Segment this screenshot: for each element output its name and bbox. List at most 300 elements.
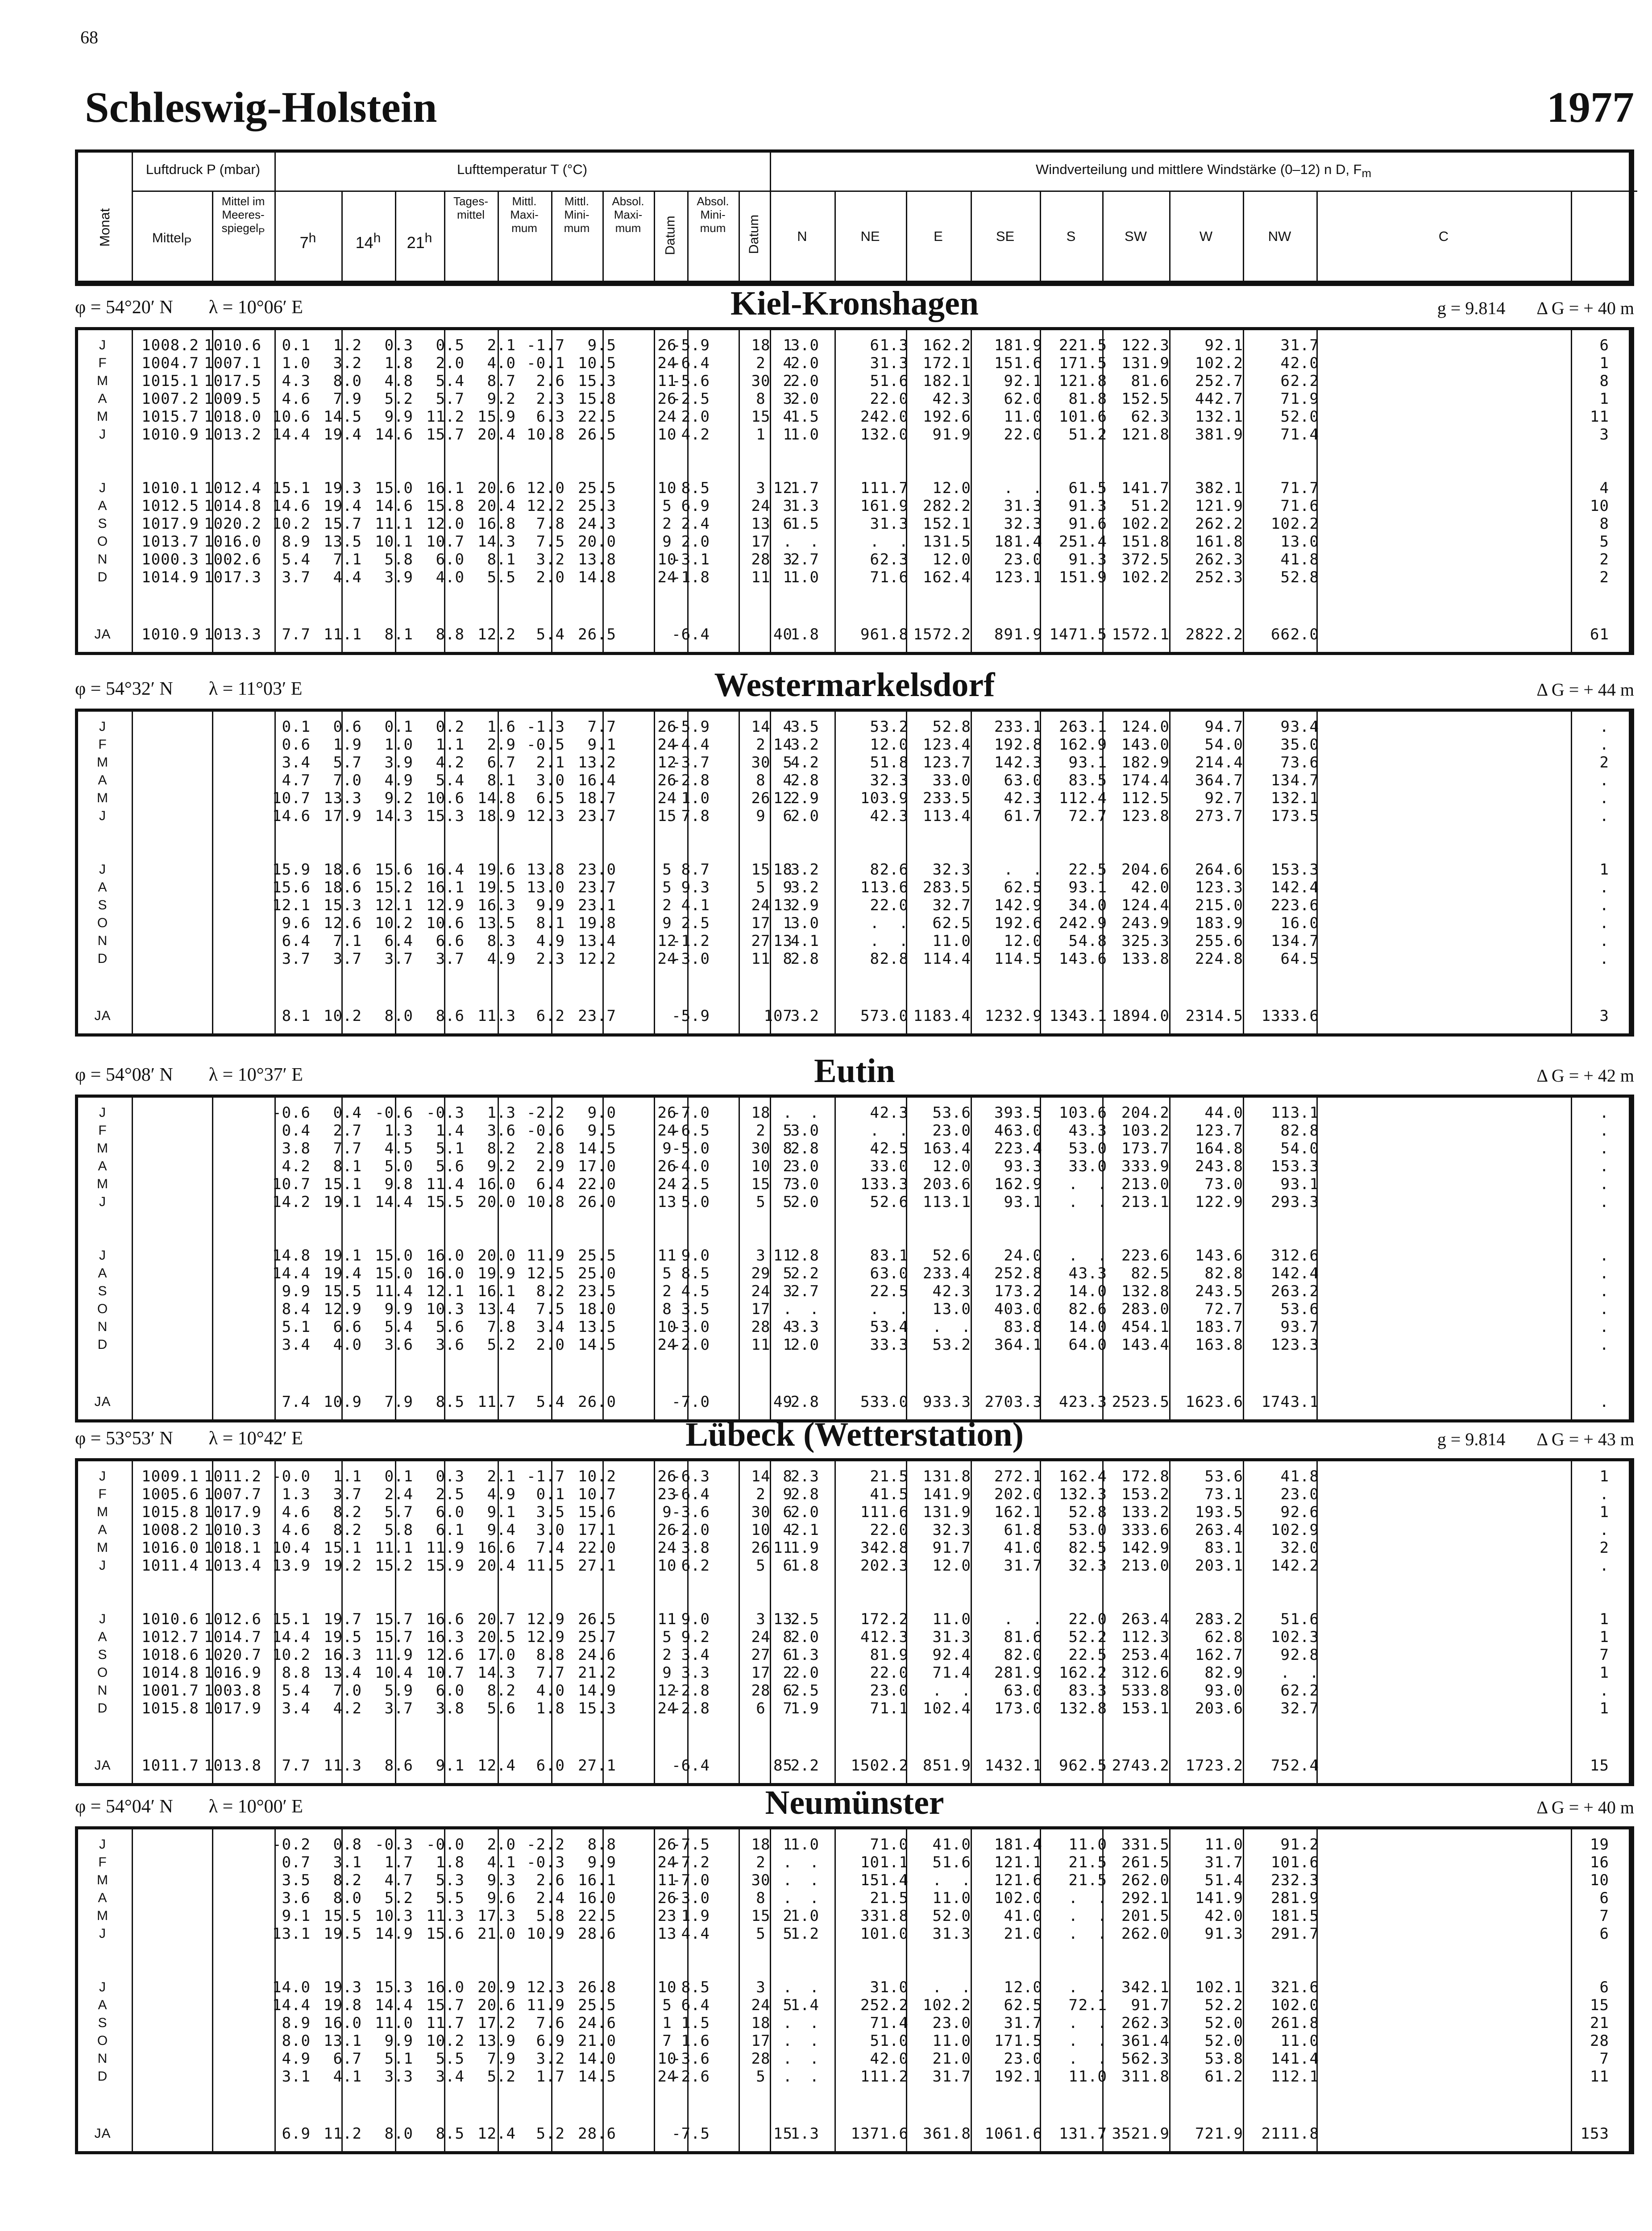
wind-count: 40 xyxy=(773,626,793,643)
wind-count: 2 xyxy=(932,2014,942,2032)
temperature-value: -2.2 xyxy=(527,1836,565,1854)
wind-count: 12 xyxy=(1121,426,1141,444)
temperature-value: 1.7 xyxy=(536,2068,565,2086)
wind-strength: 2.0 xyxy=(1078,1610,1107,1628)
wind-count: 13 xyxy=(923,1468,942,1485)
wind-count: 11 xyxy=(860,2068,880,2086)
temperature-value: 11.9 xyxy=(527,1996,565,2014)
wind-count: 2 xyxy=(1004,1925,1013,1943)
wind-count: 13 xyxy=(1059,1700,1078,1717)
temperature-value: 14.0 xyxy=(578,2050,616,2068)
wind-strength: 3.1 xyxy=(942,1193,971,1211)
month-label: N xyxy=(97,2051,108,2066)
wind-count: 106 xyxy=(984,2125,1013,2143)
wind-strength: 1.8 xyxy=(790,1557,819,1575)
wind-strength: . xyxy=(1097,2050,1107,2068)
calm-count: 2 xyxy=(1599,551,1609,568)
temperature-value: 10.7 xyxy=(426,1664,465,1682)
page-number: 68 xyxy=(80,27,98,47)
wind-strength: 2.3 xyxy=(1013,754,1042,771)
date-max: 24 xyxy=(657,736,677,754)
wind-count: 3 xyxy=(870,771,880,789)
wind-count: 15 xyxy=(994,354,1013,372)
wind-strength: 1.7 xyxy=(1078,2125,1107,2143)
temperature-value: 10.1 xyxy=(375,533,413,551)
wind-strength: 1.9 xyxy=(790,1539,819,1557)
wind-strength: . xyxy=(899,1300,909,1318)
wind-strength: 2.6 xyxy=(880,1193,909,1211)
wind-strength: 2.4 xyxy=(942,1700,971,1717)
wind-count: 40 xyxy=(994,1300,1013,1318)
wind-count: 4 xyxy=(1004,1907,1013,1925)
wind-count: 6 xyxy=(1004,1996,1013,2014)
wind-count: 17 xyxy=(860,1610,880,1628)
wind-count: 12 xyxy=(1121,718,1141,736)
pressure-mean: 1001.7 xyxy=(141,1682,199,1700)
temperature-value: 3.4 xyxy=(282,1336,311,1354)
temperature-value: 3.6 xyxy=(282,1889,311,1907)
table-row xyxy=(78,878,1629,897)
temperature-value: 11.4 xyxy=(375,1282,413,1300)
wind-strength: 2.0 xyxy=(1290,408,1319,426)
temperature-value: 15.2 xyxy=(375,879,413,896)
wind-count: 4 xyxy=(932,390,942,408)
date-min: 24 xyxy=(751,497,771,515)
temperature-value: 3.2 xyxy=(536,2050,565,2068)
wind-count: 26 xyxy=(1121,1610,1141,1628)
temperature-value: 8.0 xyxy=(384,1007,413,1025)
temperature-value: -0.0 xyxy=(426,1836,465,1854)
pressure-sea-level: 1018.0 xyxy=(204,408,261,426)
calm-count: 3 xyxy=(1599,426,1609,444)
wind-count: 4 xyxy=(870,1485,880,1503)
calm-count: 7 xyxy=(1599,1907,1609,1925)
table-row xyxy=(78,1681,1629,1700)
temperature-value: 8.0 xyxy=(282,2032,311,2050)
wind-count: 9 xyxy=(1004,1157,1013,1175)
month-label: J xyxy=(99,1558,106,1573)
wind-strength: 2.3 xyxy=(942,390,971,408)
wind-strength: 2.0 xyxy=(1214,2014,1243,2032)
calm-count: 1 xyxy=(1599,1503,1609,1521)
temperature-value: 5.8 xyxy=(536,1907,565,1925)
wind-count: 7 xyxy=(870,1836,880,1854)
month-label: J xyxy=(99,862,106,877)
temperature-value: 5.4 xyxy=(436,372,465,390)
temperature-value: 11.2 xyxy=(324,2125,362,2143)
date-max: 12 xyxy=(657,754,677,771)
wind-count: 17 xyxy=(994,1700,1013,1717)
wind-strength: 1.0 xyxy=(880,2032,909,2050)
temperature-value: 2.1 xyxy=(487,1468,516,1485)
wind-strength: 1.9 xyxy=(880,497,909,515)
absolute-minimum: -2.0 xyxy=(672,1521,710,1539)
temperature-value: 12.2 xyxy=(527,497,565,515)
wind-count: 13 xyxy=(1271,771,1290,789)
temperature-value: 9.9 xyxy=(384,1300,413,1318)
date-min: 5 xyxy=(756,1193,766,1211)
pressure-mean: 1010.9 xyxy=(141,626,199,643)
temperature-value: 2.6 xyxy=(536,372,565,390)
wind-strength: 3.0 xyxy=(1141,1557,1170,1575)
wind-count: 1 xyxy=(1004,408,1013,426)
wind-strength: 3.7 xyxy=(1214,1318,1243,1336)
page-title: Schleswig-Holstein xyxy=(85,83,437,132)
wind-strength: 1.0 xyxy=(942,2032,971,2050)
wind-count: 29 xyxy=(1271,1193,1290,1211)
absolute-minimum: -4.4 xyxy=(672,736,710,754)
wind-strength: 4.5 xyxy=(1013,950,1042,968)
temperature-value: 13.5 xyxy=(324,533,362,551)
wind-count: 6 xyxy=(783,807,793,825)
wind-count: 5 xyxy=(1280,1140,1290,1157)
wind-count: 2 xyxy=(783,1157,793,1175)
wind-strength: 2.8 xyxy=(790,1140,819,1157)
wind-strength: 2.2 xyxy=(1214,354,1243,372)
wind-strength: 1.5 xyxy=(790,408,819,426)
wind-strength: 3.5 xyxy=(1290,807,1319,825)
temperature-value: 14.4 xyxy=(272,426,311,444)
temperature-value: 5.7 xyxy=(384,1503,413,1521)
temperature-value: 10.7 xyxy=(426,533,465,551)
temperature-value: 1.4 xyxy=(436,1122,465,1140)
pressure-sea-level: 1003.8 xyxy=(204,1682,261,1700)
temperature-value: 26.5 xyxy=(578,1610,616,1628)
wind-strength: 3.1 xyxy=(1078,754,1107,771)
absolute-minimum: -6.5 xyxy=(672,1122,710,1140)
header-dir-SE: SE xyxy=(996,228,1015,244)
date-min: 5 xyxy=(756,879,766,896)
temperature-value: -2.2 xyxy=(527,1104,565,1122)
table-row xyxy=(78,625,1629,644)
table-row xyxy=(78,336,1629,355)
wind-strength: . xyxy=(899,914,909,932)
temperature-value: 3.7 xyxy=(333,950,362,968)
temperature-value: 9.1 xyxy=(487,1503,516,1521)
wind-strength: 3.0 xyxy=(1141,1300,1170,1318)
calm-count: . xyxy=(1599,807,1609,825)
wind-count: 2 xyxy=(1068,1646,1078,1664)
date-min: 8 xyxy=(756,1889,766,1907)
wind-strength: 1.2 xyxy=(790,1925,819,1943)
temperature-value: 11.1 xyxy=(375,1539,413,1557)
absolute-minimum: -3.6 xyxy=(672,2050,710,2068)
temperature-value: 1.6 xyxy=(487,718,516,736)
wind-count: 32 xyxy=(1121,932,1141,950)
wind-count: 9 xyxy=(1280,1503,1290,1521)
absolute-minimum: 8.5 xyxy=(681,1265,710,1282)
temperature-value: 20.6 xyxy=(477,1996,516,2014)
date-max: 11 xyxy=(657,1247,677,1265)
wind-count: 18 xyxy=(1271,1907,1290,1925)
wind-strength: 1.9 xyxy=(1214,1889,1243,1907)
temperature-value: 8.0 xyxy=(384,2125,413,2143)
date-min: 17 xyxy=(751,533,771,551)
wind-strength: 2.0 xyxy=(790,372,819,390)
wind-count: 23 xyxy=(923,789,942,807)
wind-count: 15 xyxy=(773,2125,793,2143)
header-temperature: Lufttemperatur T (°C) xyxy=(457,162,588,177)
temperature-value: 18.0 xyxy=(578,1300,616,1318)
pressure-sea-level: 1013.8 xyxy=(204,1757,261,1775)
temperature-value: -0.6 xyxy=(375,1104,413,1122)
wind-strength: 2.9 xyxy=(1214,1664,1243,1682)
wind-strength: 4.0 xyxy=(1078,1336,1107,1354)
wind-count: 1 xyxy=(1280,533,1290,551)
date-max: 10 xyxy=(657,1557,677,1575)
wind-count: . xyxy=(1068,1889,1078,1907)
wind-strength: 2.3 xyxy=(1013,515,1042,533)
temperature-value: 20.4 xyxy=(477,426,516,444)
temperature-value: 14.4 xyxy=(272,1265,311,1282)
header-col-label: Mittel im Meeres- spiegel xyxy=(221,195,265,235)
header-dir-N: N xyxy=(797,228,807,244)
table-row xyxy=(78,949,1629,969)
wind-count: 5 xyxy=(1068,1628,1078,1646)
wind-count: 22 xyxy=(994,1140,1013,1157)
temperature-value: 14.8 xyxy=(477,789,516,807)
temperature-value: 22.5 xyxy=(578,408,616,426)
header-col-label: 7 xyxy=(299,233,309,252)
temperature-value: 26.0 xyxy=(578,1193,616,1211)
wind-strength: 2.0 xyxy=(1290,354,1319,372)
wind-count: 1 xyxy=(1204,1836,1214,1854)
wind-strength: 2.0 xyxy=(1290,1996,1319,2014)
temperature-value: 5.6 xyxy=(436,1157,465,1175)
wind-count: . xyxy=(870,533,880,551)
wind-count: 3 xyxy=(932,861,942,879)
wind-count: 19 xyxy=(994,736,1013,754)
temperature-value: 25.5 xyxy=(578,1247,616,1265)
date-min: 18 xyxy=(751,1104,771,1122)
absolute-minimum: 3.5 xyxy=(681,1300,710,1318)
temperature-value: 3.6 xyxy=(487,1122,516,1140)
calm-count: . xyxy=(1599,1485,1609,1503)
wind-strength: 2.5 xyxy=(1078,861,1107,879)
wind-count: 26 xyxy=(1121,2014,1141,2032)
wind-count: 1 xyxy=(1068,1836,1078,1854)
wind-strength: 4.2 xyxy=(1141,1104,1170,1122)
temperature-value: 21.0 xyxy=(477,1925,516,1943)
wind-count: 14 xyxy=(1121,479,1141,497)
calm-count: . xyxy=(1599,896,1609,914)
temperature-value: 13.2 xyxy=(578,754,616,771)
date-max: 26 xyxy=(657,1836,677,1854)
wind-count: 12 xyxy=(1121,807,1141,825)
header-col-label: Absol. Maxi- mum xyxy=(612,195,644,235)
wind-count: 6 xyxy=(870,551,880,568)
wind-strength: 3.1 xyxy=(1214,1557,1243,1575)
temperature-value: 9.0 xyxy=(587,1104,616,1122)
wind-strength: 3.1 xyxy=(1214,1539,1243,1557)
absolute-minimum: -3.0 xyxy=(672,1889,710,1907)
temperature-value: 19.4 xyxy=(324,1265,362,1282)
temperature-value: 25.7 xyxy=(578,1628,616,1646)
wind-count: . xyxy=(932,1682,942,1700)
temperature-value: 15.1 xyxy=(324,1539,362,1557)
wind-strength: 2.3 xyxy=(1214,551,1243,568)
temperature-value: 12.2 xyxy=(578,950,616,968)
table-row xyxy=(78,1609,1629,1629)
wind-strength: 1.3 xyxy=(1078,497,1107,515)
date-max: 2 xyxy=(662,1282,672,1300)
wind-count: . xyxy=(1068,1907,1078,1925)
temperature-value: 16.6 xyxy=(477,1539,516,1557)
table-row xyxy=(78,717,1629,737)
temperature-value: 14.6 xyxy=(375,497,413,515)
wind-count: . xyxy=(1004,1610,1013,1628)
wind-count: 3 xyxy=(932,771,942,789)
wind-strength: 3.4 xyxy=(1141,1336,1170,1354)
temperature-value: 9.8 xyxy=(384,1175,413,1193)
temperature-value: 23.5 xyxy=(578,1282,616,1300)
temperature-value: 4.0 xyxy=(536,1682,565,1700)
header-col-9 xyxy=(663,216,678,255)
wind-strength: 1.6 xyxy=(880,1503,909,1521)
wind-strength: 2.0 xyxy=(1290,626,1319,643)
pressure-mean: 1016.0 xyxy=(141,1539,199,1557)
temperature-value: 8.2 xyxy=(333,1521,362,1539)
month-label: O xyxy=(97,916,108,930)
wind-strength: 1.0 xyxy=(1013,408,1042,426)
wind-count: 3 xyxy=(1004,497,1013,515)
temperature-value: 20.4 xyxy=(477,1557,516,1575)
date-min: 11 xyxy=(751,950,771,968)
temperature-value: 2.8 xyxy=(536,1140,565,1157)
wind-count: 15 xyxy=(1271,861,1290,879)
table-row xyxy=(78,1699,1629,1718)
station-table xyxy=(75,1095,1634,1422)
wind-strength: 3.6 xyxy=(1214,1393,1243,1411)
temperature-value: 3.7 xyxy=(282,568,311,586)
date-min: 6 xyxy=(756,1700,766,1717)
absolute-minimum: 5.0 xyxy=(681,1193,710,1211)
wind-count: 12 xyxy=(994,1854,1013,1871)
absolute-minimum: 1.9 xyxy=(681,1907,710,1925)
pressure-mean: 1008.2 xyxy=(141,336,199,354)
date-min: 17 xyxy=(751,914,771,932)
wind-count: 9 xyxy=(1280,718,1290,736)
wind-strength: 2.1 xyxy=(1013,1757,1042,1775)
header-col-suffix: h xyxy=(424,231,432,245)
temperature-value: 9.4 xyxy=(487,1521,516,1539)
station-gravity xyxy=(1536,1065,1634,1086)
wind-count: 29 xyxy=(1271,1925,1290,1943)
wind-strength: 1.7 xyxy=(1141,1996,1170,2014)
temperature-value: 16.6 xyxy=(426,1610,465,1628)
wind-strength: 1.8 xyxy=(1290,2014,1319,2032)
temperature-value: 5.2 xyxy=(487,1336,516,1354)
temperature-value: 2.0 xyxy=(487,1836,516,1854)
calm-count: 19 xyxy=(1590,1836,1609,1854)
wind-strength: 2.3 xyxy=(880,1628,909,1646)
wind-count: 21 xyxy=(1195,896,1214,914)
header-col-label: Mittl. Mini- mum xyxy=(564,195,590,235)
wind-count: 211 xyxy=(1261,2125,1290,2143)
temperature-value: 7.9 xyxy=(333,390,362,408)
calm-count: 15 xyxy=(1590,1996,1609,2014)
wind-strength: 3.9 xyxy=(880,789,909,807)
wind-strength: 2.7 xyxy=(1078,807,1107,825)
wind-count: . xyxy=(870,914,880,932)
temperature-value: 0.1 xyxy=(536,1485,565,1503)
wind-strength: 2.3 xyxy=(880,551,909,568)
date-min: 30 xyxy=(751,372,771,390)
wind-strength: . xyxy=(1097,2014,1107,2032)
temperature-value: 0.1 xyxy=(384,1468,413,1485)
calm-count: 16 xyxy=(1590,1854,1609,1871)
wind-count: 5 xyxy=(870,1318,880,1336)
wind-strength: 2.7 xyxy=(1290,1700,1319,1717)
wind-strength: . xyxy=(961,1318,971,1336)
wind-count: 5 xyxy=(932,718,942,736)
wind-strength: . xyxy=(809,1104,819,1122)
wind-count: 3 xyxy=(783,1282,793,1300)
temperature-value: 6.4 xyxy=(536,1175,565,1193)
calm-count: . xyxy=(1599,1300,1609,1318)
header-dir-C: C xyxy=(1438,228,1449,244)
wind-count: 15 xyxy=(1271,1157,1290,1175)
temperature-value: 5.1 xyxy=(436,1140,465,1157)
wind-count: 6 xyxy=(1004,879,1013,896)
wind-count: 12 xyxy=(773,789,793,807)
temperature-value: 8.3 xyxy=(487,932,516,950)
wind-count: 10 xyxy=(1059,408,1078,426)
calm-count: . xyxy=(1599,736,1609,754)
calm-count: . xyxy=(1599,789,1609,807)
wind-strength: 2.0 xyxy=(880,1521,909,1539)
header-rule xyxy=(739,191,740,281)
wind-strength: 2.7 xyxy=(1214,789,1243,807)
wind-strength: 1.5 xyxy=(1078,354,1107,372)
wind-strength: 2.0 xyxy=(1013,1646,1042,1664)
delta-g: Δ G = + 42 m xyxy=(1536,1066,1634,1086)
absolute-minimum: -6.4 xyxy=(672,1485,710,1503)
wind-count: . xyxy=(1068,1175,1078,1193)
wind-strength: 1.6 xyxy=(880,568,909,586)
wind-count: 17 xyxy=(923,354,942,372)
wind-strength: 1.0 xyxy=(1078,1836,1107,1854)
date-max: 24 xyxy=(657,1700,677,1717)
wind-count: 11 xyxy=(1121,1628,1141,1646)
temperature-value: 5.9 xyxy=(384,1682,413,1700)
temperature-value: 7.4 xyxy=(536,1539,565,1557)
wind-count: 23 xyxy=(994,718,1013,736)
header-col-7 xyxy=(551,195,602,235)
calm-count: . xyxy=(1599,1104,1609,1122)
absolute-minimum: -2.8 xyxy=(672,1682,710,1700)
wind-strength: 3.5 xyxy=(942,879,971,896)
temperature-value: 6.4 xyxy=(282,932,311,950)
wind-count: 4 xyxy=(1004,1539,1013,1557)
wind-strength: 2.3 xyxy=(1078,1485,1107,1503)
wind-strength: 2.7 xyxy=(1214,1300,1243,1318)
table-row xyxy=(78,735,1629,755)
table-row xyxy=(78,2067,1629,2086)
wind-count: 13 xyxy=(923,533,942,551)
wind-strength: 1.5 xyxy=(1078,479,1107,497)
absolute-minimum: 6.2 xyxy=(681,1557,710,1575)
absolute-minimum: -7.0 xyxy=(672,1393,710,1411)
temperature-value: 3.4 xyxy=(282,1700,311,1717)
temperature-value: 6.6 xyxy=(333,1318,362,1336)
wind-count: . xyxy=(1068,2014,1078,2032)
wind-strength: 1.7 xyxy=(1290,1925,1319,1943)
date-max: 5 xyxy=(662,1628,672,1646)
temperature-value: 0.4 xyxy=(282,1122,311,1140)
wind-strength: 2.2 xyxy=(1290,515,1319,533)
wind-strength: 3.1 xyxy=(1290,1175,1319,1193)
